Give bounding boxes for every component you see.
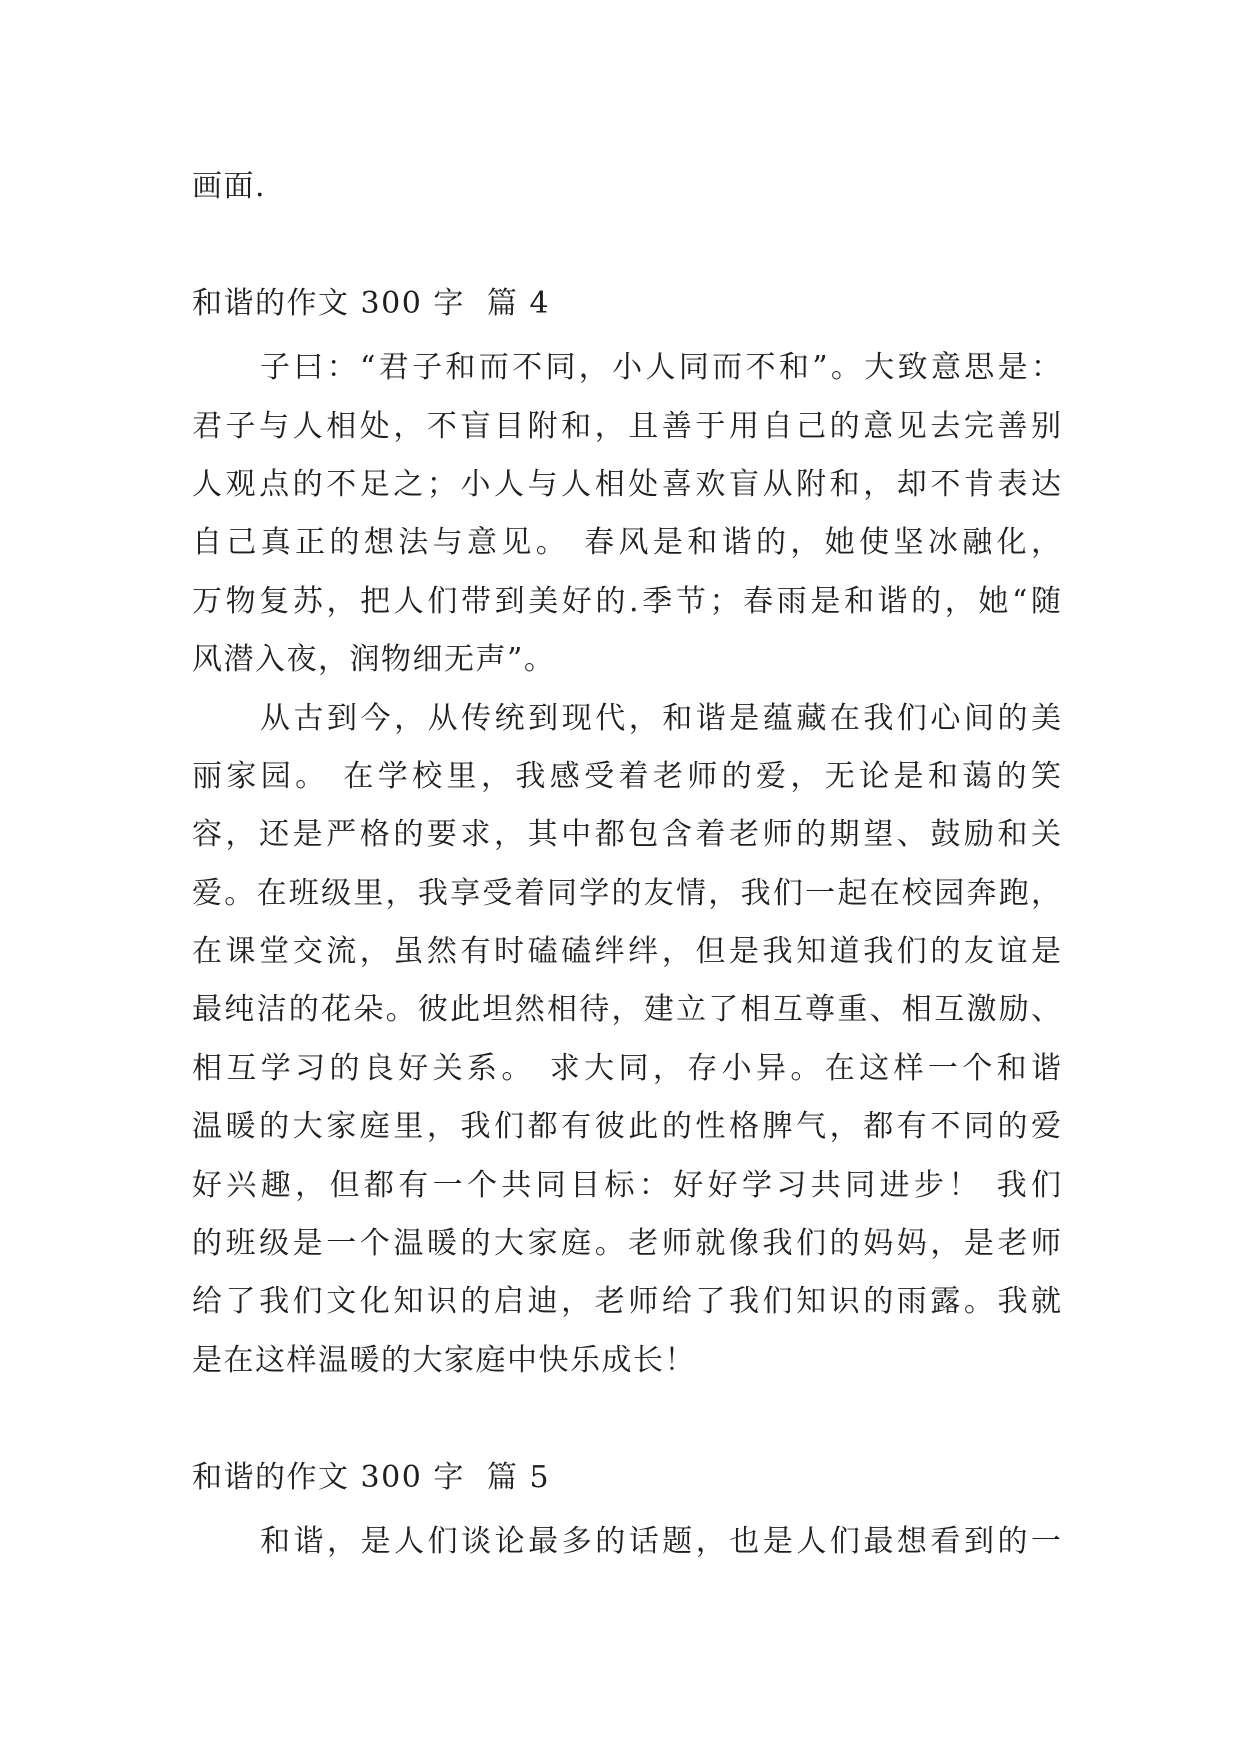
text-line: 风潜入夜，润物细无声”。 [192, 642, 556, 678]
section-heading: 和谐的作文 300 字 篇 4 [192, 285, 551, 321]
text-line: 是在这样温暖的大家庭中快乐成长！ [192, 1342, 696, 1378]
text-line: 温暖的大家庭里，我们都有彼此的性格脾气，都有不同的爱 [192, 1109, 1061, 1145]
section-heading: 和谐的作文 300 字 篇 5 [192, 1459, 551, 1495]
page-body [192, 158, 1061, 1571]
text-line: 的班级是一个温暖的大家庭。老师就像我们的妈妈，是老师 [192, 1226, 1061, 1262]
text-line: 好兴趣，但都有一个共同目标：好好学习共同进步！ 我们 [192, 1167, 1061, 1203]
text-line: 君子与人相处，不盲目附和，且善于用自己的意见去完善别 [192, 408, 1061, 444]
paragraph [192, 690, 1061, 1391]
text-line: 在课堂交流，虽然有时磕磕绊绊，但是我知道我们的友谊是 [192, 934, 1061, 970]
text-line: 从古到今，从传统到现代，和谐是蕴藏在我们心间的美 [260, 700, 1061, 736]
blank-line [192, 1390, 1061, 1448]
text-line: 万物复苏，把人们带到美好的.季节；春雨是和谐的，她“随 [192, 583, 1061, 619]
text-line: 爱。在班级里，我享受着同学的友情，我们一起在校园奔跑， [192, 875, 1061, 911]
text-line: 和谐，是人们谈论最多的话题，也是人们最想看到的一 [260, 1523, 1061, 1559]
text-line: 最纯洁的花朵。彼此坦然相待，建立了相互尊重、相互激励、 [192, 992, 1061, 1028]
text-line: 丽家园。 在学校里，我感受着老师的爱，无论是和蔼的笑 [192, 758, 1061, 794]
blank-line [192, 216, 1061, 274]
paragraph [192, 339, 1061, 689]
essay-section [192, 275, 1061, 1390]
essay-section [192, 1449, 1061, 1572]
text-line: 子曰：“君子和而不同，小人同而不和”。大致意思是： [260, 350, 1061, 386]
text-line: 给了我们文化知识的启迪，老师给了我们知识的雨露。我就 [192, 1284, 1061, 1320]
text-line: 容，还是严格的要求，其中都包含着老师的期望、鼓励和关 [192, 817, 1061, 853]
text-line: 相互学习的良好关系。 求大同，存小异。在这样一个和谐 [192, 1050, 1061, 1086]
paragraph [192, 1513, 1061, 1571]
text-line: 自己真正的想法与意见。 春风是和谐的，她使坚冰融化， [192, 525, 1061, 561]
text-line: 人观点的不足之；小人与人相处喜欢盲从附和，却不肯表达 [192, 466, 1061, 502]
continuation-line: 画面. [192, 169, 267, 204]
